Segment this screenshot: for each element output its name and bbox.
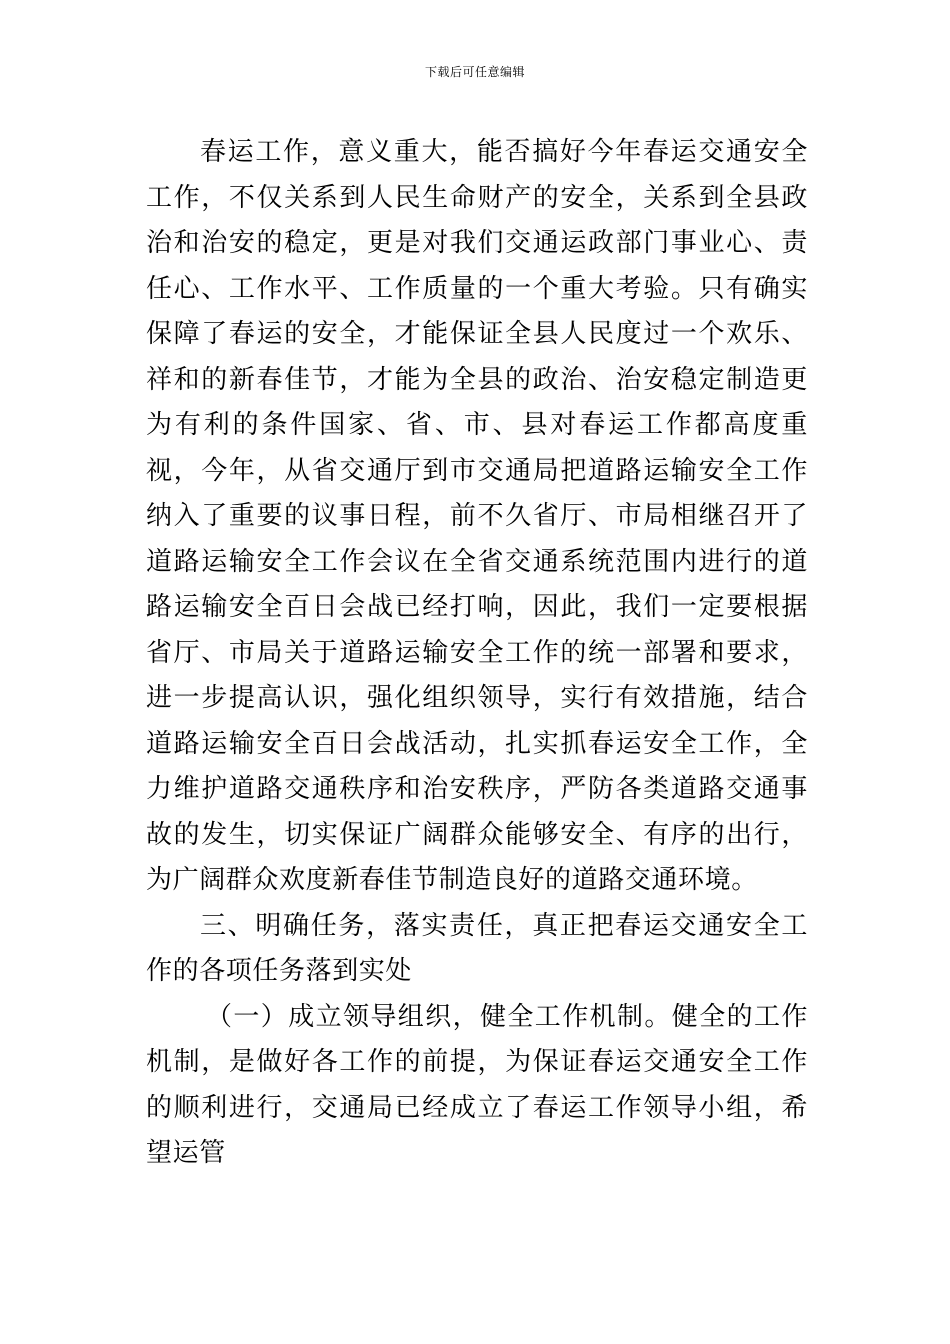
paragraph-importance: 春运工作，意义重大，能否搞好今年春运交通安全工作，不仅关系到人民生命财产的安全，关系到全县政治和治安的稳定，更是对我们交通运政部门事业心、责任心、工作水平、工作质量的一个重大考验。只有确实保障了春运的安全，才能保证全县人民度过一个欢乐、祥和的新春佳节，才能为全县的政治、治安稳定制造更为有利的条件国家、省、市、县对春运工作都高度重视，今年，从省交通厅到市交通局把道路运输安全工作纳入了重要的议事日程，前不久省厅、市局相继召开了道路运输安全工作会议在全省交通系统范围内进行的道路运输安全百日会战已经打响，因此，我们一定要根据省厅、市局关于道路运输安全工作的统一部署和要求，进一步提高认识，强化组织领导，实行有效措施，结合道路运输安全百日会战活动，扎实抓春运安全工作，全力维护道路交通秩序和治安秩序，严防各类道路交通事故的发生，切实保证广阔群众能够安全、有序的出行，为广阔群众欢度新春佳节制造良好的道路交通环境。 — [146, 137, 808, 895]
page-header: 下载后可任意编辑 — [424, 65, 525, 79]
document-body — [146, 130, 808, 1177]
section-heading-three: 三、明确任务，落实责任，真正把春运交通安全工作的各项任务落到实处 — [146, 910, 808, 986]
paragraph-subsection-one: （一）成立领导组织，健全工作机制。健全的工作机制，是做好各工作的前提，为保证春运交通安全工作的顺利进行，交通局已经成立了春运工作领导小组，希望运管 — [146, 1001, 808, 1168]
